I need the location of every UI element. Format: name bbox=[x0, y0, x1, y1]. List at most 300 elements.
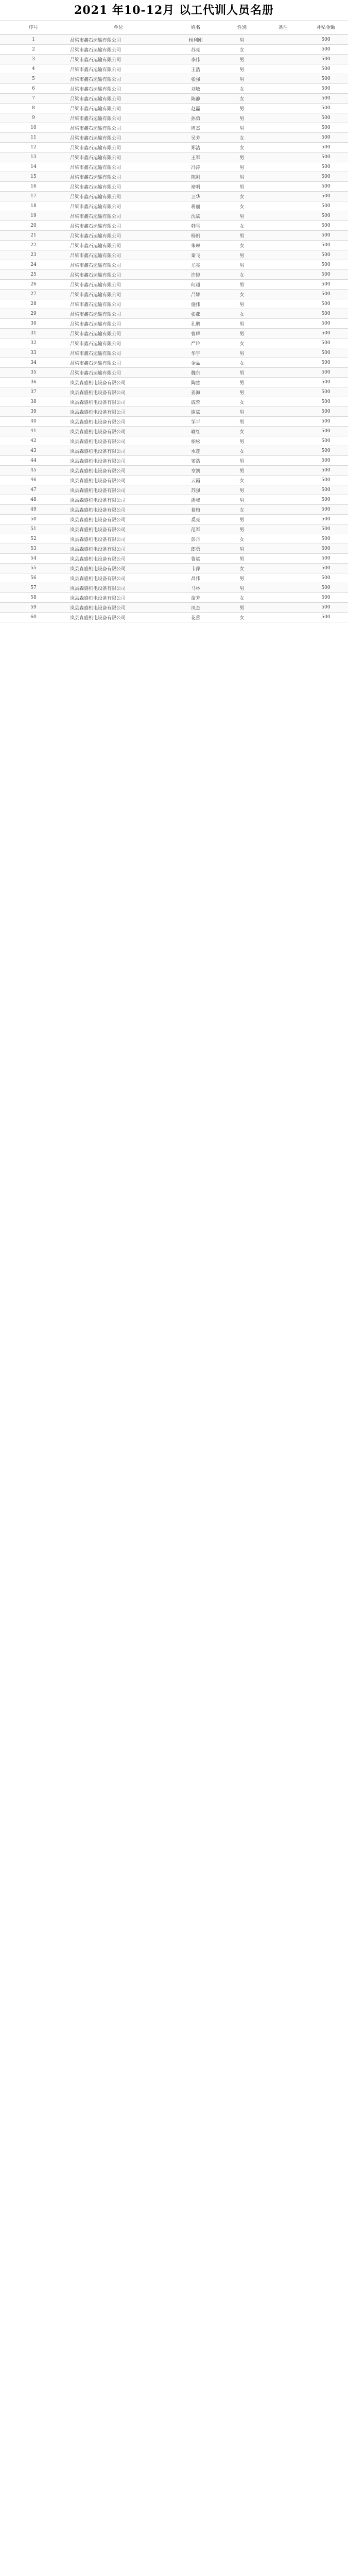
cell-note bbox=[263, 329, 304, 338]
cell-amount: 500 bbox=[321, 321, 330, 326]
cell-unit: 吕梁市鑫石运输有限公司 bbox=[70, 263, 121, 268]
cell-amount: 500 bbox=[321, 164, 330, 170]
cell-amount: 500 bbox=[321, 213, 330, 218]
cell-amount: 500 bbox=[321, 527, 330, 532]
cell-name: 苏强 bbox=[190, 488, 200, 494]
cell-gender: 男 bbox=[239, 233, 245, 239]
cell-gender: 男 bbox=[239, 390, 245, 396]
cell-note bbox=[263, 45, 304, 54]
cell-gender: 女 bbox=[239, 273, 245, 278]
table-row bbox=[0, 280, 348, 290]
cell-name: 戚蓉 bbox=[190, 400, 200, 405]
cell-index: 36 bbox=[30, 380, 37, 385]
cell-amount: 500 bbox=[321, 194, 330, 199]
cell-name: 鲁斌 bbox=[190, 556, 200, 562]
cell-gender: 男 bbox=[239, 527, 245, 533]
cell-gender: 男 bbox=[239, 517, 245, 523]
cell-note bbox=[263, 534, 304, 544]
cell-gender: 男 bbox=[239, 214, 245, 219]
cell-index: 23 bbox=[30, 252, 37, 258]
cell-note bbox=[263, 456, 304, 465]
cell-amount: 500 bbox=[321, 429, 330, 434]
cell-name: 杨利刚 bbox=[188, 38, 203, 43]
cell-note bbox=[263, 358, 304, 367]
cell-unit: 吕梁市鑫石运输有限公司 bbox=[70, 165, 121, 171]
cell-name: 韩雪 bbox=[190, 224, 200, 229]
cell-note bbox=[263, 319, 304, 328]
cell-amount: 500 bbox=[321, 184, 330, 189]
table-row bbox=[0, 260, 348, 270]
cell-name: 孙勇 bbox=[190, 116, 200, 122]
cell-index: 7 bbox=[32, 96, 35, 101]
table-row bbox=[0, 446, 348, 456]
table-row bbox=[0, 45, 348, 55]
cell-name: 魏东 bbox=[190, 370, 200, 376]
cell-gender: 男 bbox=[239, 351, 245, 357]
cell-name: 范军 bbox=[190, 527, 200, 533]
cell-name: 苗芳 bbox=[190, 596, 200, 601]
cell-amount: 500 bbox=[321, 615, 330, 620]
cell-name: 柏松 bbox=[190, 439, 200, 445]
table-row bbox=[0, 466, 348, 476]
cell-note bbox=[263, 387, 304, 397]
cell-name: 喻红 bbox=[190, 429, 200, 435]
cell-unit: 岚县森盛机电设备有限公司 bbox=[70, 615, 126, 621]
cell-unit: 吕梁市鑫石运输有限公司 bbox=[70, 194, 121, 200]
cell-amount: 500 bbox=[321, 409, 330, 414]
cell-unit: 吕梁市鑫石运输有限公司 bbox=[70, 302, 121, 308]
cell-unit: 岚县森盛机电设备有限公司 bbox=[70, 498, 126, 503]
cell-name: 褚明 bbox=[190, 184, 200, 190]
cell-note bbox=[263, 427, 304, 436]
header-note: 备注 bbox=[278, 25, 288, 30]
cell-unit: 岚县森盛机电设备有限公司 bbox=[70, 459, 126, 464]
cell-note bbox=[263, 485, 304, 495]
table-row bbox=[0, 250, 348, 260]
cell-gender: 男 bbox=[239, 184, 245, 190]
cell-index: 24 bbox=[30, 262, 37, 267]
cell-index: 34 bbox=[30, 360, 37, 365]
table-row bbox=[0, 407, 348, 417]
cell-gender: 男 bbox=[239, 321, 245, 327]
table-row bbox=[0, 436, 348, 446]
cell-index: 25 bbox=[30, 272, 37, 277]
cell-name: 葛梅 bbox=[190, 507, 200, 513]
cell-note bbox=[263, 84, 304, 93]
cell-note bbox=[263, 35, 304, 44]
cell-gender: 女 bbox=[239, 341, 245, 347]
cell-unit: 岚县森盛机电设备有限公司 bbox=[70, 488, 126, 494]
cell-unit: 岚县森盛机电设备有限公司 bbox=[70, 478, 126, 484]
table-row bbox=[0, 603, 348, 613]
cell-index: 19 bbox=[30, 213, 37, 218]
cell-unit: 岚县森盛机电设备有限公司 bbox=[70, 576, 126, 582]
cell-gender: 男 bbox=[239, 331, 245, 337]
cell-gender: 男 bbox=[239, 605, 245, 611]
table-row bbox=[0, 456, 348, 466]
cell-index: 40 bbox=[30, 419, 37, 424]
cell-gender: 男 bbox=[239, 370, 245, 376]
cell-name: 尤亮 bbox=[190, 263, 200, 268]
table-row bbox=[0, 348, 348, 358]
cell-amount: 500 bbox=[321, 341, 330, 346]
cell-note bbox=[263, 573, 304, 583]
cell-amount: 500 bbox=[321, 350, 330, 355]
cell-note bbox=[263, 64, 304, 74]
cell-gender: 男 bbox=[239, 556, 245, 562]
cell-note bbox=[263, 436, 304, 446]
cell-index: 22 bbox=[30, 243, 37, 248]
cell-gender: 女 bbox=[239, 224, 245, 229]
cell-name: 李伟 bbox=[190, 57, 200, 63]
cell-gender: 男 bbox=[239, 253, 245, 259]
cell-index: 15 bbox=[30, 174, 37, 179]
cell-note bbox=[263, 94, 304, 103]
cell-amount: 500 bbox=[321, 301, 330, 307]
cell-gender: 男 bbox=[239, 410, 245, 415]
cell-index: 3 bbox=[32, 57, 35, 62]
cell-index: 59 bbox=[30, 605, 37, 610]
cell-note bbox=[263, 143, 304, 152]
cell-index: 8 bbox=[32, 106, 35, 111]
cell-amount: 500 bbox=[321, 66, 330, 72]
table-header bbox=[0, 21, 348, 35]
cell-name: 曹辉 bbox=[190, 331, 200, 337]
cell-amount: 500 bbox=[321, 243, 330, 248]
cell-gender: 女 bbox=[239, 596, 245, 601]
cell-amount: 500 bbox=[321, 57, 330, 62]
cell-name: 金晶 bbox=[190, 361, 200, 366]
cell-note bbox=[263, 241, 304, 250]
cell-unit: 吕梁市鑫石运输有限公司 bbox=[70, 145, 121, 151]
cell-index: 28 bbox=[30, 301, 37, 307]
table-row bbox=[0, 495, 348, 505]
cell-amount: 500 bbox=[321, 115, 330, 121]
cell-gender: 女 bbox=[239, 566, 245, 572]
cell-unit: 吕梁市鑫石运输有限公司 bbox=[70, 253, 121, 259]
cell-note bbox=[263, 123, 304, 132]
table-row bbox=[0, 55, 348, 64]
cell-note bbox=[263, 495, 304, 504]
cell-name: 邹平 bbox=[190, 419, 200, 425]
cell-gender: 女 bbox=[239, 429, 245, 435]
cell-unit: 吕梁市鑫石运输有限公司 bbox=[70, 155, 121, 161]
cell-unit: 岚县森盛机电设备有限公司 bbox=[70, 380, 126, 386]
cell-amount: 500 bbox=[321, 585, 330, 590]
cell-name: 韦萍 bbox=[190, 566, 200, 572]
cell-index: 32 bbox=[30, 341, 37, 346]
cell-amount: 500 bbox=[321, 96, 330, 101]
cell-note bbox=[263, 201, 304, 211]
cell-gender: 男 bbox=[239, 439, 245, 445]
document-title: 2021 年10-12月 以工代训人员名册 bbox=[74, 4, 274, 17]
cell-note bbox=[263, 55, 304, 64]
cell-unit: 吕梁市鑫石运输有限公司 bbox=[70, 47, 121, 53]
cell-amount: 500 bbox=[321, 155, 330, 160]
cell-amount: 500 bbox=[321, 331, 330, 336]
cell-index: 45 bbox=[30, 468, 37, 473]
cell-gender: 男 bbox=[239, 175, 245, 180]
cell-name: 谢斌 bbox=[190, 410, 200, 415]
cell-amount: 500 bbox=[321, 272, 330, 277]
cell-amount: 500 bbox=[321, 125, 330, 130]
cell-index: 20 bbox=[30, 223, 37, 228]
table-row bbox=[0, 94, 348, 104]
cell-note bbox=[263, 221, 304, 230]
table-row bbox=[0, 241, 348, 250]
cell-amount: 500 bbox=[321, 507, 330, 512]
cell-name: 张燕 bbox=[190, 312, 200, 317]
cell-note bbox=[263, 378, 304, 387]
cell-amount: 500 bbox=[321, 575, 330, 581]
cell-name: 陈静 bbox=[190, 96, 200, 102]
cell-gender: 男 bbox=[239, 302, 245, 308]
cell-name: 彭丹 bbox=[190, 537, 200, 543]
cell-gender: 男 bbox=[239, 586, 245, 591]
table-row bbox=[0, 368, 348, 378]
cell-index: 46 bbox=[30, 478, 37, 483]
cell-name: 章凯 bbox=[190, 468, 200, 474]
cell-gender: 男 bbox=[239, 498, 245, 503]
cell-unit: 吕梁市鑫石运输有限公司 bbox=[70, 96, 121, 102]
cell-gender: 男 bbox=[239, 106, 245, 112]
cell-name: 云霞 bbox=[190, 478, 200, 484]
cell-gender: 男 bbox=[239, 155, 245, 161]
cell-gender: 女 bbox=[239, 204, 245, 210]
cell-amount: 500 bbox=[321, 76, 330, 81]
cell-name: 刘敏 bbox=[190, 87, 200, 92]
table-row bbox=[0, 505, 348, 515]
cell-gender: 女 bbox=[239, 135, 245, 141]
cell-amount: 500 bbox=[321, 389, 330, 395]
cell-note bbox=[263, 172, 304, 181]
cell-unit: 吕梁市鑫石运输有限公司 bbox=[70, 87, 121, 92]
cell-note bbox=[263, 368, 304, 377]
cell-gender: 男 bbox=[239, 380, 245, 386]
table-row bbox=[0, 378, 348, 387]
table-row bbox=[0, 113, 348, 123]
cell-gender: 男 bbox=[239, 419, 245, 425]
cell-index: 60 bbox=[30, 615, 37, 620]
table-body bbox=[0, 35, 348, 622]
cell-index: 17 bbox=[30, 194, 37, 199]
cell-note bbox=[263, 182, 304, 191]
cell-index: 52 bbox=[30, 536, 37, 541]
cell-gender: 男 bbox=[239, 468, 245, 474]
cell-index: 49 bbox=[30, 507, 37, 512]
cell-unit: 吕梁市鑫石运输有限公司 bbox=[70, 67, 121, 73]
cell-note bbox=[263, 338, 304, 348]
cell-note bbox=[263, 231, 304, 240]
cell-amount: 500 bbox=[321, 360, 330, 365]
cell-gender: 女 bbox=[239, 312, 245, 317]
table-row bbox=[0, 152, 348, 162]
cell-unit: 岚县森盛机电设备有限公司 bbox=[70, 537, 126, 543]
cell-note bbox=[263, 505, 304, 514]
cell-note bbox=[263, 613, 304, 622]
cell-index: 39 bbox=[30, 409, 37, 414]
cell-unit: 岚县森盛机电设备有限公司 bbox=[70, 429, 126, 435]
cell-gender: 女 bbox=[239, 87, 245, 92]
cell-name: 王军 bbox=[190, 155, 200, 161]
table-row bbox=[0, 143, 348, 152]
cell-gender: 女 bbox=[239, 243, 245, 249]
table-row bbox=[0, 613, 348, 622]
table-row bbox=[0, 104, 348, 113]
cell-index: 4 bbox=[32, 66, 35, 72]
table-row bbox=[0, 64, 348, 74]
cell-name: 郎勇 bbox=[190, 547, 200, 552]
cell-index: 53 bbox=[30, 546, 37, 551]
table-row bbox=[0, 524, 348, 534]
cell-name: 吕娜 bbox=[190, 292, 200, 298]
cell-note bbox=[263, 524, 304, 534]
cell-unit: 吕梁市鑫石运输有限公司 bbox=[70, 361, 121, 366]
cell-index: 38 bbox=[30, 399, 37, 404]
cell-gender: 男 bbox=[239, 488, 245, 494]
cell-name: 苏亮 bbox=[190, 47, 200, 53]
cell-unit: 吕梁市鑫石运输有限公司 bbox=[70, 135, 121, 141]
cell-note bbox=[263, 417, 304, 426]
table-row bbox=[0, 564, 348, 573]
table-row bbox=[0, 123, 348, 133]
table-row bbox=[0, 427, 348, 436]
cell-name: 赵磊 bbox=[190, 106, 200, 112]
cell-gender: 女 bbox=[239, 194, 245, 200]
cell-note bbox=[263, 192, 304, 201]
cell-amount: 500 bbox=[321, 370, 330, 375]
cell-gender: 男 bbox=[239, 547, 245, 552]
cell-name: 秦飞 bbox=[190, 253, 200, 259]
cell-note bbox=[263, 270, 304, 279]
cell-amount: 500 bbox=[321, 252, 330, 258]
table-row bbox=[0, 387, 348, 397]
cell-name: 周杰 bbox=[190, 126, 200, 131]
cell-note bbox=[263, 299, 304, 309]
cell-index: 51 bbox=[30, 527, 37, 532]
cell-unit: 吕梁市鑫石运输有限公司 bbox=[70, 321, 121, 327]
table-row bbox=[0, 231, 348, 241]
cell-unit: 吕梁市鑫石运输有限公司 bbox=[70, 184, 121, 190]
cell-unit: 吕梁市鑫石运输有限公司 bbox=[70, 282, 121, 288]
cell-amount: 500 bbox=[321, 86, 330, 91]
cell-unit: 吕梁市鑫石运输有限公司 bbox=[70, 351, 121, 357]
cell-gender: 女 bbox=[239, 361, 245, 366]
cell-unit: 岚县森盛机电设备有限公司 bbox=[70, 507, 126, 513]
cell-unit: 岚县森盛机电设备有限公司 bbox=[70, 547, 126, 552]
cell-index: 6 bbox=[32, 86, 35, 91]
cell-amount: 500 bbox=[321, 438, 330, 444]
cell-note bbox=[263, 309, 304, 318]
table-row bbox=[0, 544, 348, 554]
cell-gender: 女 bbox=[239, 47, 245, 53]
table-row bbox=[0, 299, 348, 309]
cell-note bbox=[263, 544, 304, 553]
table-row bbox=[0, 534, 348, 544]
cell-index: 43 bbox=[30, 448, 37, 453]
cell-unit: 吕梁市鑫石运输有限公司 bbox=[70, 233, 121, 239]
cell-gender: 男 bbox=[239, 282, 245, 288]
cell-note bbox=[263, 290, 304, 299]
cell-gender: 女 bbox=[239, 145, 245, 151]
cell-note bbox=[263, 113, 304, 123]
cell-unit: 吕梁市鑫石运输有限公司 bbox=[70, 106, 121, 112]
cell-unit: 吕梁市鑫石运输有限公司 bbox=[70, 214, 121, 219]
cell-note bbox=[263, 593, 304, 602]
cell-name: 孔鹏 bbox=[190, 321, 200, 327]
cell-gender: 男 bbox=[239, 38, 245, 43]
header-amount: 补贴金额 bbox=[316, 25, 335, 30]
cell-name: 蒋丽 bbox=[190, 204, 200, 210]
table-row bbox=[0, 397, 348, 407]
cell-unit: 岚县森盛机电设备有限公司 bbox=[70, 410, 126, 415]
cell-amount: 500 bbox=[321, 380, 330, 385]
table-row bbox=[0, 290, 348, 299]
cell-amount: 500 bbox=[321, 556, 330, 561]
cell-index: 14 bbox=[30, 164, 37, 170]
cell-note bbox=[263, 397, 304, 406]
cell-index: 44 bbox=[30, 458, 37, 463]
cell-amount: 500 bbox=[321, 468, 330, 473]
cell-unit: 岚县森盛机电设备有限公司 bbox=[70, 449, 126, 454]
table-row bbox=[0, 417, 348, 427]
cell-gender: 女 bbox=[239, 507, 245, 513]
cell-gender: 女 bbox=[239, 400, 245, 405]
cell-amount: 500 bbox=[321, 135, 330, 140]
cell-unit: 吕梁市鑫石运输有限公司 bbox=[70, 77, 121, 82]
cell-index: 31 bbox=[30, 331, 37, 336]
cell-unit: 吕梁市鑫石运输有限公司 bbox=[70, 224, 121, 229]
cell-index: 29 bbox=[30, 311, 37, 316]
table-row bbox=[0, 338, 348, 348]
cell-note bbox=[263, 211, 304, 221]
cell-note bbox=[263, 260, 304, 269]
cell-amount: 500 bbox=[321, 605, 330, 610]
cell-index: 57 bbox=[30, 585, 37, 590]
cell-name: 朱琳 bbox=[190, 243, 200, 249]
table-row bbox=[0, 485, 348, 495]
cell-name: 冯涛 bbox=[190, 165, 200, 171]
cell-amount: 500 bbox=[321, 223, 330, 228]
cell-name: 何超 bbox=[190, 282, 200, 288]
cell-name: 花蕾 bbox=[190, 615, 200, 621]
cell-note bbox=[263, 162, 304, 172]
cell-amount: 500 bbox=[321, 282, 330, 287]
table-row bbox=[0, 319, 348, 329]
cell-unit: 岚县森盛机电设备有限公司 bbox=[70, 586, 126, 591]
cell-amount: 500 bbox=[321, 419, 330, 424]
cell-name: 陈刚 bbox=[190, 175, 200, 180]
table-row bbox=[0, 192, 348, 201]
cell-unit: 吕梁市鑫石运输有限公司 bbox=[70, 273, 121, 278]
cell-index: 2 bbox=[32, 47, 35, 52]
cell-amount: 500 bbox=[321, 106, 330, 111]
cell-amount: 500 bbox=[321, 487, 330, 493]
cell-unit: 吕梁市鑫石运输有限公司 bbox=[70, 116, 121, 122]
cell-index: 12 bbox=[30, 145, 37, 150]
cell-amount: 500 bbox=[321, 174, 330, 179]
cell-amount: 500 bbox=[321, 458, 330, 463]
cell-amount: 500 bbox=[321, 497, 330, 502]
table-row bbox=[0, 84, 348, 94]
cell-unit: 岚县森盛机电设备有限公司 bbox=[70, 596, 126, 601]
cell-note bbox=[263, 554, 304, 563]
cell-amount: 500 bbox=[321, 595, 330, 600]
cell-index: 35 bbox=[30, 370, 37, 375]
cell-name: 陶然 bbox=[190, 380, 200, 386]
cell-index: 37 bbox=[30, 389, 37, 395]
cell-index: 16 bbox=[30, 184, 37, 189]
